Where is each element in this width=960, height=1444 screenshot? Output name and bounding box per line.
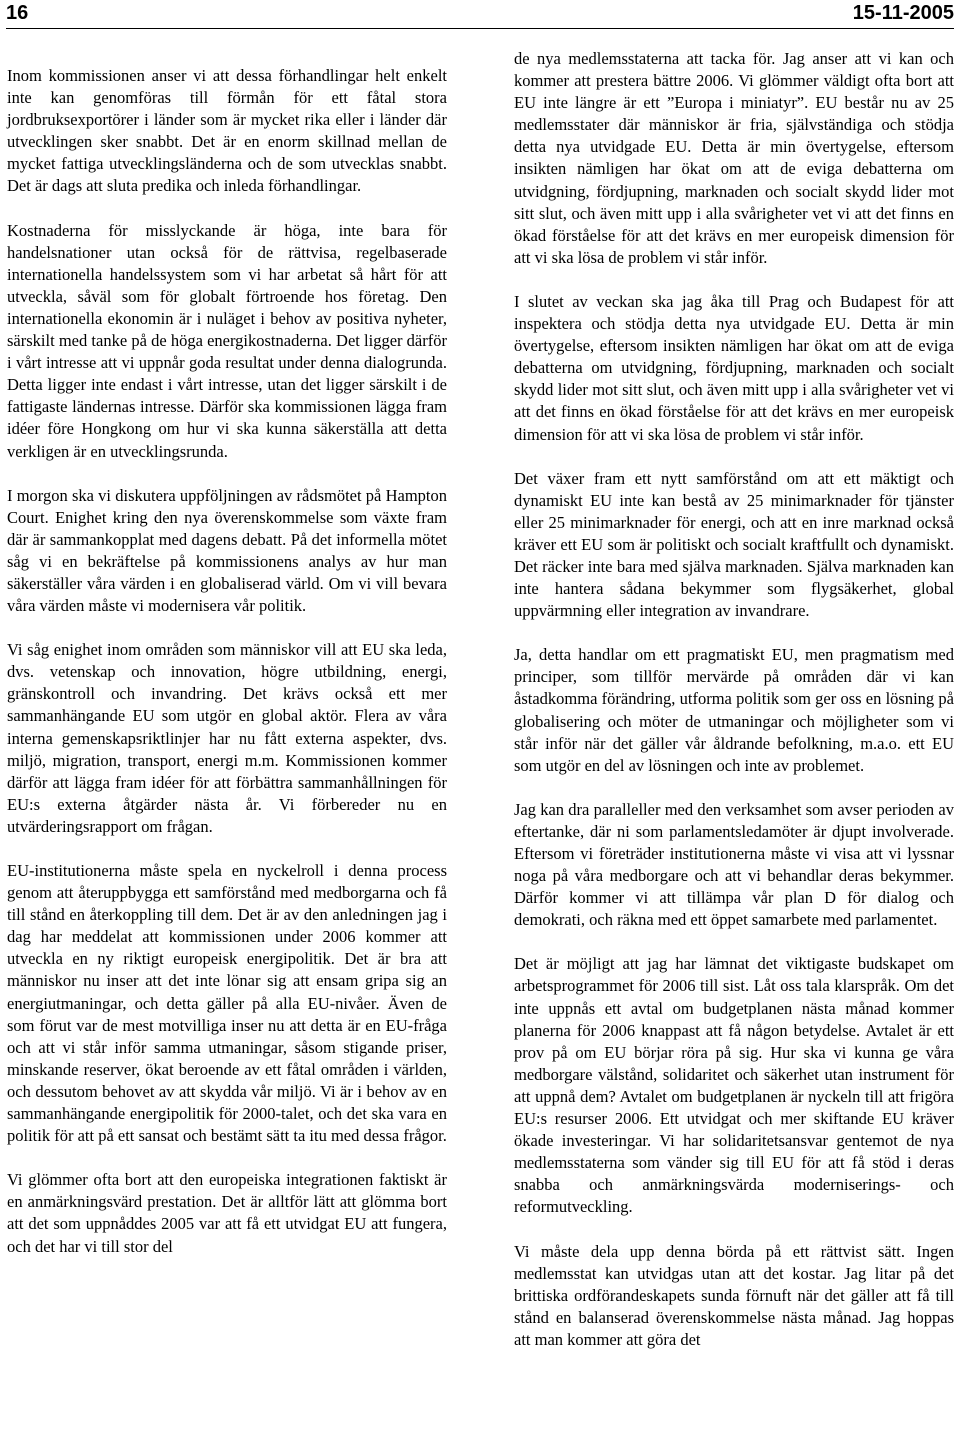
paragraph: Inom kommissionen anser vi att dessa förhandlingar helt enkelt inte kan genomföras till förmån för ett fåtal stora jordbruksexportörer i länder som är mycket rika eller i länder där utvecklingen sker snabbt. Det är en enorm skillnad mellan de mycket fattiga utvecklingsländerna och de som utvecklas snabbt. Det är dags att sluta predika och inleda förhandlingar. <box>7 66 447 196</box>
paragraph: EU-institutionerna måste spela en nyckelroll i denna process genom att återuppbygga ett samförstånd med medborgarna och få till stånd en återkoppling till dem. Det är av den anledningen jag i dag har meddelat att kommissionen under 2006 kommer att utveckla en ny riktigt europeisk energipolitik. Det är bra att människor nu inser att det inte lönar sig att ensam gripa sig an energiutmaningar, och detta gäller på alla EU-nivåer. Även de som förut var de mest motvilliga inser nu att detta är en EU-fråga och att vi står inför samma utmaningar, såsom stigande priser, minskande reserver, ökat beroende av ett fåtal områden i världen, och dessutom behovet av att skydda vår miljö. Vi är i behov av en sammanhängande energipolitik för 2000-talet, och det ska vara en politik för att på ett sansat och bestämt sätt ta itu med dessa frågor. <box>7 861 447 1146</box>
paragraph: Det växer fram ett nytt samförstånd om att ett mäktigt och dynamiskt EU inte kan bestå av 25 minimarknader för tjänster eller 25 minimarknader för energi, och att en inre marknad också kräver ett EU som är politiskt och socialt kraftfullt och dynamiskt. Det räcker inte bara med själva marknaden. Själva marknaden kan inte hantera sådana bekymmer som flygsäkerhet, global uppvärmning eller integration av invandrare. <box>514 468 954 621</box>
paragraph: Jag kan dra paralleller med den verksamhet som avser perioden av eftertanke, där ni som parlamentsledamöter är djupt involverade. Eftersom vi företräder institutionerna måste vi visa att vi lyssnar noga på våra medborgare och att vi behandlar deras bekymmer. Därför kommer vi att tillämpa vår plan D för dialog och demokrati, och räkna med ett öppet samarbete med parlamentet. <box>514 799 954 930</box>
header-rule <box>6 28 954 29</box>
document-date: 15-11-2005 <box>852 2 954 24</box>
right-column <box>514 48 954 1351</box>
paragraph: I slutet av veckan ska jag åka till Prag och Budapest för att inspektera och stödja detta nya utvidgade EU. Detta är min övertygelse, eftersom insikten nämligen har ökat om att de eviga debatterna om utvidgning, fördjupning, marknaden och socialt skydd lider mot sitt slut, och även mitt upp i alla svårigheter vet vi att det finns en ökad förståelse för att det krävs en mer europeisk dimension för att vi ska lösa de problem vi står inför. <box>514 291 954 444</box>
paragraph: Kostnaderna för misslyckande är höga, inte bara för handelsnationer utan också för de rättvisa, regelbaserade internationella handelssystem som vi har arbetat så hårt för att utveckla, såväl som för globalt förtroende hos företag. Den internationella ekonomin är i nuläget i behov av positiva nyheter, särskilt med tanke på de höga energikostnaderna. Det ligger därför i vårt intresse att vi uppnår goda resultat under denna dialogrunda. Detta ligger inte endast i vårt intresse, utan det ligger särskilt i de fattigaste ländernas intresse. Därför ska kommissionen lägga fram idéer före Hongkong om hur vi ska kunna säkerställa att detta verkligen är en utvecklingsrunda. <box>7 220 447 461</box>
paragraph: Ja, detta handlar om ett pragmatiskt EU, men pragmatism med principer, som tillför mervärde på områden där vi kan åstadkomma förändring, utforma politik som ger oss en lösning på globalisering och möter de utmaningar och möjligheter som vi står inför när det gäller vår åldrande befolkning, m.a.o. ett EU som utgör en del av lösningen och inte av problemet. <box>514 645 954 775</box>
paragraph: de nya medlemsstaterna att tacka för. Jag anser att vi kan och kommer att prestera bättre 2006. Vi glömmer väldigt ofta bort att EU inte längre är ett ”Europa i miniatyr”. EU består nu av 25 medlemsstater där människor är fria, självständiga och stödja detta nya utvidgade EU. Detta är min övertygelse, eftersom insikten nämligen har ökat om att de eviga debatterna om utvidgning, fördjupning, marknaden och socialt skydd lider mot sitt slut, och även mitt upp i alla svårigheter vet vi att det finns en ökad förståelse för att det krävs en mer europeisk dimension för att vi ska lösa de problem vi står inför. <box>514 49 954 267</box>
left-column <box>7 65 447 1258</box>
paragraph: Vi glömmer ofta bort att den europeiska integrationen faktiskt är en anmärkningsvärd prestation. Det är alltför lätt att glömma bort att det som uppnåddes 2005 var att få ett utvidgat EU att fungera, och det har vi till stor del <box>7 1170 447 1256</box>
paragraph: Det är möjligt att jag har lämnat det viktigaste budskapet om arbetsprogrammet för 2006 till sist. Låt oss tala klarspråk. Om det inte uppnås ett avtal om budgetplanen nästa månad kommer planerna för 2006 knappast att få någon betydelse. Avtalet är ett prov på om EU börjar röra på sig. Hur ska vi kunna ge våra medborgare välstånd, solidaritet och säkerhet utan instrument för att uppnå dem? Avtalet om budgetplanen är nyckeln till att frigöra EU:s resurser 2006. Ett utvidgat och mer skiftande EU kräver ökade investeringar. Vi har solidaritetsansvar gentemot de nya medlemsstaterna som vänder sig till EU för att få stöd i deras snabba och anmärkningsvärda moderniserings- och reformutveckling. <box>514 954 954 1217</box>
page-number: 16 <box>6 2 29 24</box>
page-header <box>6 0 954 30</box>
paragraph: I morgon ska vi diskutera uppföljningen av rådsmötet på Hampton Court. Enighet kring den nya överenskommelse som växte fram där är sammankopplat med dagens debatt. På det informella mötet såg vi en bekräftelse på kommissionens analys av hur man säkerställer våra värden i en globaliserad värld. Om vi vill bevara våra värden måste vi modernisera vår politik. <box>7 485 447 616</box>
paragraph: Vi såg enighet inom områden som människor vill att EU ska leda, dvs. vetenskap och innovation, högre utbildning, energi, gränskontroll och invandring. Det krävs också ett mer sammanhängande EU som utgör en global aktör. Flera av våra interna gemenskapsriktlinjer har nu fått externa aspekter, dvs. miljö, migration, transport, energi m.m. Kommissionen kommer därför att lägga fram idéer för att förbättra sammanhållningen för EU:s externa åtgärder nästa år. Vi förbereder nu en utvärderingsrapport om frågan. <box>7 640 447 836</box>
paragraph: Vi måste dela upp denna börda på ett rättvist sätt. Ingen medlemsstat kan utvidgas utan att det kostar. Jag litar på det brittiska ordförandeskapets sunda förnuft när det gäller att få till stånd en balanserad överenskommelse nästa månad. Jag hoppas att man kommer att göra det <box>514 1241 954 1349</box>
